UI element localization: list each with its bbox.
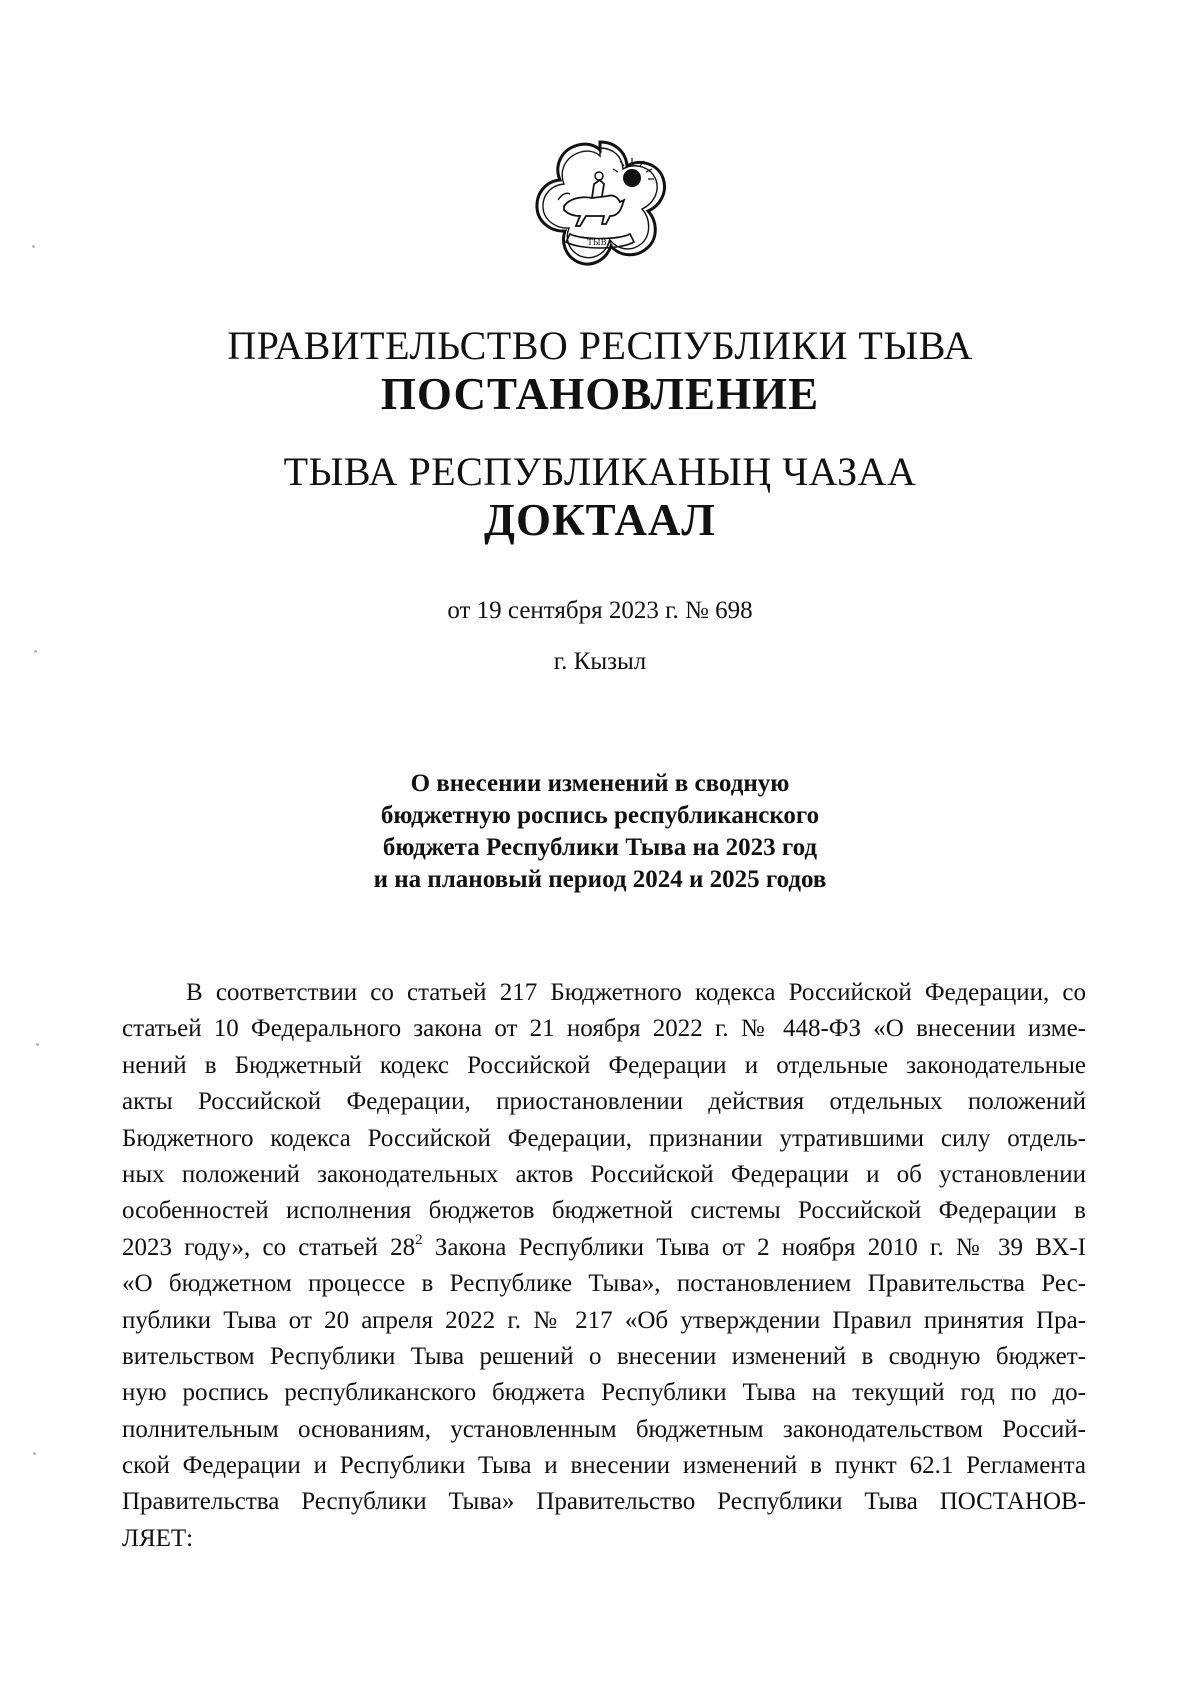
emblem-ribbon-text: ТЫВА — [587, 238, 613, 247]
decree-subject-title — [0, 768, 1200, 896]
decree-city: г. Кызыл — [553, 648, 647, 675]
decree-body-paragraph — [122, 975, 1086, 1557]
body-line: ных положений законодательных актов Российской Федерации и об установлении — [122, 1160, 1086, 1188]
tuva-coat-of-arms-icon — [520, 128, 680, 288]
title-line: бюджета Республики Тыва на 2023 год — [382, 834, 818, 861]
title-line: и на плановый период 2024 и 2025 годов — [373, 866, 827, 893]
body-line: Бюджетного кодекса Российской Федерации, признании утратившими силу отдель- — [122, 1124, 1086, 1152]
body-line-part: Закона Республики Тыва от 2 ноября 2010 г. № 39 ВХ-I — [422, 1233, 1086, 1261]
scan-speck — [36, 1043, 39, 1046]
body-line: В соответствии со статьей 217 Бюджетного кодекса Российской Федерации, со — [186, 979, 1086, 1006]
body-line: ЛЯЕТ: — [122, 1524, 194, 1552]
government-title-tyv: ТЫВА РЕСПУБЛИКАНЫҢ ЧАЗАА — [283, 449, 917, 494]
title-line: бюджетную роспись республиканского — [380, 802, 820, 829]
body-line: Правительства Республики Тыва» Правительство Республики Тыва ПОСТАНОВ- — [122, 1488, 1086, 1516]
body-line-with-superscript — [122, 1230, 1086, 1266]
body-line-part: 2023 году», со статьей 28 — [122, 1233, 416, 1261]
body-line: акты Российской Федерации, приостановлении действия отдельных положений — [122, 1088, 1086, 1116]
article-superscript: 2 — [415, 1231, 423, 1248]
decree-title-tyv: ДОКТААЛ — [484, 495, 716, 545]
body-line: ской Федерации и Республики Тыва и внесении изменений в пункт 62.1 Регламента — [122, 1452, 1086, 1480]
government-title-ru: ПРАВИТЕЛЬСТВО РЕСПУБЛИКИ ТЫВА — [227, 323, 973, 368]
scan-speck — [33, 1452, 36, 1455]
decree-title-ru: ПОСТАНОВЛЕНИЕ — [380, 369, 820, 419]
body-line: ную роспись республиканского бюджета Республики Тыва на текущий год по до- — [122, 1379, 1086, 1407]
body-line: «О бюджетном процессе в Республике Тыва», постановлением Правительства Рес- — [122, 1270, 1086, 1298]
title-line: О внесении изменений в сводную — [410, 770, 790, 797]
body-line: нений в Бюджетный кодекс Российской Федерации и отдельные законодательные — [122, 1051, 1086, 1079]
scan-speck — [32, 245, 35, 248]
body-line: особенностей исполнения бюджетов бюджетной системы Российской Федерации в — [122, 1197, 1086, 1225]
decree-date-number: от 19 сентября 2023 г. № 698 — [447, 597, 753, 624]
body-line: статьей 10 Федерального закона от 21 ноября 2022 г. № 448-ФЗ «О внесении изме- — [122, 1015, 1086, 1043]
body-line: вительством Республики Тыва решений о внесении изменений в сводную бюджет- — [122, 1342, 1086, 1370]
scan-speck — [34, 650, 37, 653]
body-line: полнительным основаниям, установленным бюджетным законодательством Россий- — [122, 1415, 1086, 1443]
body-line: публики Тыва от 20 апреля 2022 г. № 217 «Об утверждении Правил принятия Пра- — [122, 1306, 1086, 1334]
